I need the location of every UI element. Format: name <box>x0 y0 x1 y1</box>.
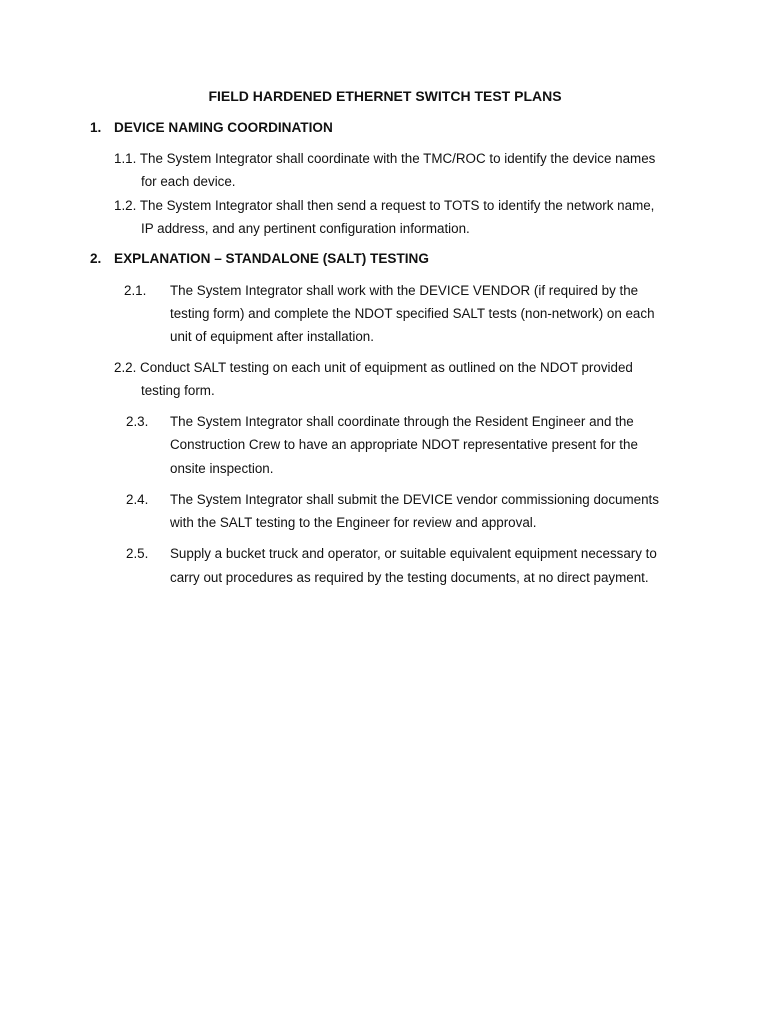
item-2-3-line-1: The System Integrator shall coordinate through the Resident Engineer and the <box>170 414 634 429</box>
item-2-3-number: 2.3. <box>126 414 149 429</box>
document-title: FIELD HARDENED ETHERNET SWITCH TEST PLANS <box>208 88 562 104</box>
item-2-5-line-2: carry out procedures as required by the testing documents, at no direct payment. <box>170 570 649 585</box>
section-1-heading <box>90 120 333 135</box>
item-1-1-line-1: 1.1. The System Integrator shall coordinate with the TMC/ROC to identify the device names <box>114 151 656 166</box>
item-2-1-number: 2.1. <box>124 283 147 298</box>
item-2-2-line-1: 2.2. Conduct SALT testing on each unit of equipment as outlined on the NDOT provided <box>114 360 633 375</box>
item-1-2-line-1: 1.2. The System Integrator shall then send a request to TOTS to identify the network name, <box>114 198 655 213</box>
item-2-3-line-2: Construction Crew to have an appropriate NDOT representative present for the <box>170 437 638 452</box>
item-1-2-line-2: IP address, and any pertinent configuration information. <box>141 221 470 236</box>
section-2-heading-text: EXPLANATION – STANDALONE (SALT) TESTING <box>114 251 429 266</box>
item-2-2-line-2: testing form. <box>141 383 215 398</box>
section-2-number: 2. <box>90 251 102 266</box>
section-1-number: 1. <box>90 120 102 135</box>
item-2-4-line-2: with the SALT testing to the Engineer for review and approval. <box>170 515 537 530</box>
section-2-heading <box>90 251 429 266</box>
item-2-1-line-2: testing form) and complete the NDOT specified SALT tests (non-network) on each <box>170 306 655 321</box>
item-2-5-line-1: Supply a bucket truck and operator, or suitable equivalent equipment necessary to <box>170 546 657 561</box>
item-2-3-line-3: onsite inspection. <box>170 461 274 476</box>
item-2-4-number: 2.4. <box>126 492 149 507</box>
item-2-4-line-1: The System Integrator shall submit the DEVICE vendor commissioning documents <box>170 492 659 507</box>
item-2-1-line-3: unit of equipment after installation. <box>170 329 374 344</box>
item-2-5-number: 2.5. <box>126 546 149 561</box>
item-2-1-line-1: The System Integrator shall work with the DEVICE VENDOR (if required by the <box>170 283 639 298</box>
section-1-heading-text: DEVICE NAMING COORDINATION <box>114 120 333 135</box>
item-1-1-line-2: for each device. <box>141 174 236 189</box>
